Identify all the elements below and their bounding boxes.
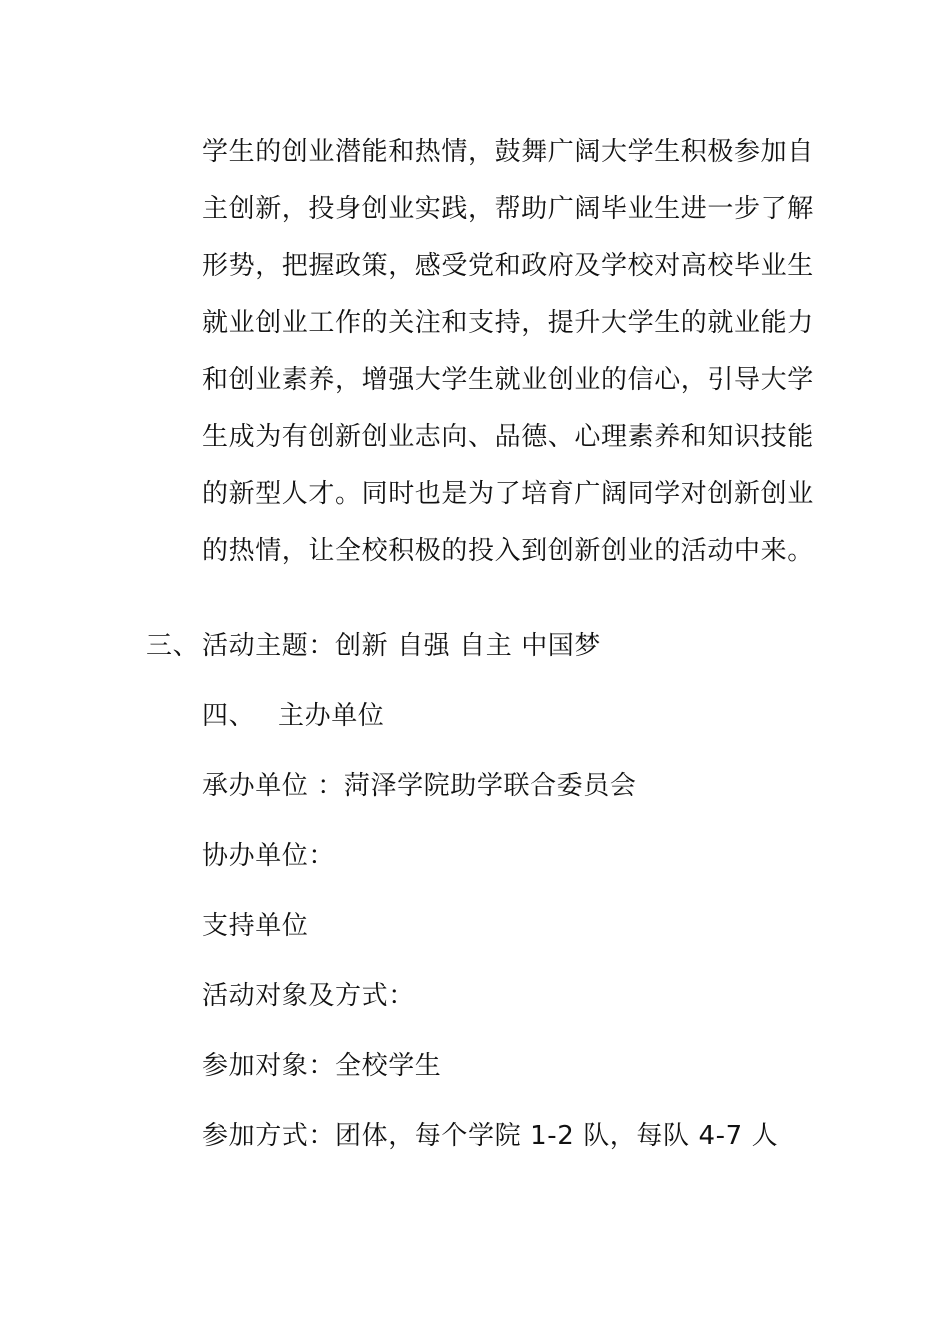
section-4-text: 主办单位 bbox=[278, 701, 385, 731]
paragraph-line-2: 主创新，投身创业实践，帮助广阔毕业生进一步了解 bbox=[202, 194, 814, 224]
participants-line: 参加对象：全校学生 bbox=[202, 1051, 442, 1081]
participation-method-line: 参加方式：团体，每个学院 1-2 队，每队 4-7 人 bbox=[202, 1121, 779, 1151]
paragraph-line-3: 形势，把握政策，感受党和政府及学校对高校毕业生 bbox=[202, 251, 814, 281]
section-4-heading bbox=[202, 698, 384, 734]
paragraph-line-5: 和创业素养，增强大学生就业创业的信心，引导大学 bbox=[202, 365, 814, 395]
paragraph-line-1: 学生的创业潜能和热情，鼓舞广阔大学生积极参加自 bbox=[202, 137, 814, 167]
section-4-number: 四、 bbox=[202, 701, 256, 731]
supporter-line: 支持单位 bbox=[202, 911, 309, 941]
section-3-text: 活动主题：创新 自强 自主 中国梦 bbox=[202, 631, 601, 661]
paragraph-line-7: 的新型人才。同时也是为了培育广阔同学对创新创业 bbox=[202, 479, 814, 509]
section-3-heading bbox=[146, 628, 601, 664]
target-and-method-line: 活动对象及方式： bbox=[202, 981, 415, 1011]
paragraph-line-8: 的热情，让全校积极的投入到创新创业的活动中来。 bbox=[202, 536, 814, 566]
paragraph-line-4: 就业创业工作的关注和支持，提升大学生的就业能力 bbox=[202, 308, 814, 338]
co-organizer-line: 协办单位： bbox=[202, 841, 336, 871]
section-3-number: 三、 bbox=[146, 631, 200, 661]
paragraph-line-6: 生成为有创新创业志向、品德、心理素养和知识技能 bbox=[202, 422, 814, 452]
organizer-line: 承办单位 ：菏泽学院助学联合委员会 bbox=[202, 771, 637, 801]
